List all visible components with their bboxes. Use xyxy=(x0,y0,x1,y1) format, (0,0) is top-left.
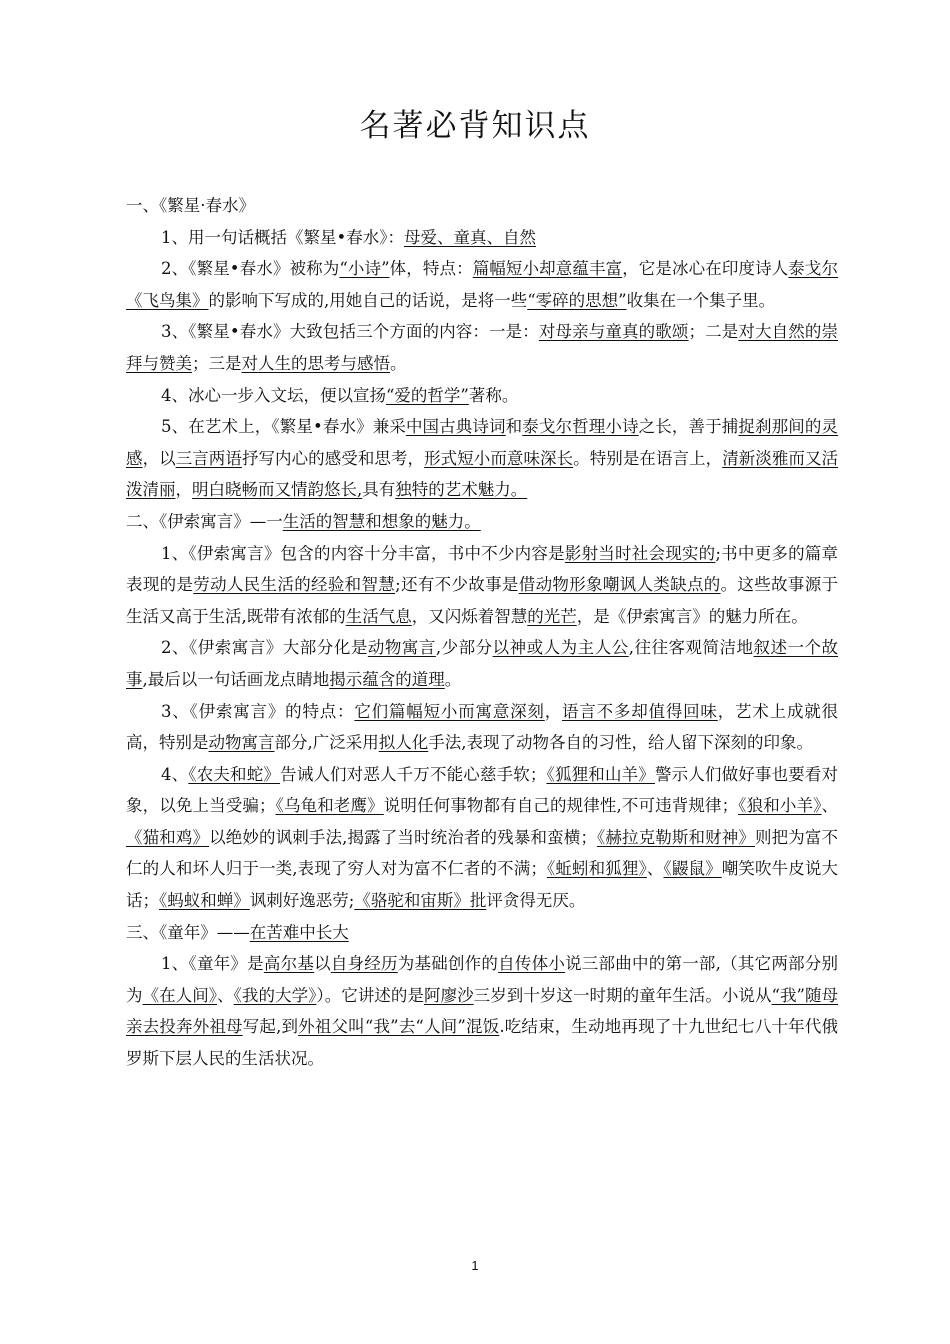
text-run: 一、《繁星·春水》 xyxy=(126,196,255,215)
underlined-answer: 篇幅短小却意蕴丰富 xyxy=(472,259,623,279)
underlined-answer: 对大自然的崇拜与赞美 xyxy=(126,322,839,373)
text-run: 著称。 xyxy=(468,385,519,405)
text-run: 收集在一个集子里。 xyxy=(626,290,776,310)
text-run: ；三是 xyxy=(192,353,242,373)
underlined-answer: 揭示蕴含的道理 xyxy=(329,669,445,689)
text-run: ）。它讲述的是 xyxy=(316,985,425,1005)
text-run: 说明任何事物都有自己的规律性,不可违背规律； xyxy=(383,796,739,816)
underlined-answer: 《蚂蚁和蝉》 xyxy=(159,891,250,911)
underlined-answer: 劳动人民生活的经验和智慧 xyxy=(193,575,396,595)
text-run: 手法,表现了动物各自的习性，给人留下深刻的印象。 xyxy=(428,733,813,753)
underlined-answer: 《狼和小羊》 xyxy=(738,796,822,816)
underlined-answer: 《蚯蚓和狐狸》 xyxy=(546,859,647,879)
body-paragraph xyxy=(126,253,838,316)
text-run: 。这些故事源于生活又高于生活,既带有浓郁的 xyxy=(126,575,839,626)
body-paragraph xyxy=(126,759,838,917)
text-run: 二、《伊索寓言》—一 xyxy=(126,511,283,531)
underlined-answer: 泰戈尔《飞鸟集》 xyxy=(126,259,839,310)
underlined-answer: 叙述一个故事 xyxy=(126,638,839,689)
text-run: 之长，善于捕 xyxy=(638,417,739,437)
underlined-answer: 借动物形象嘲讽人类缺点的 xyxy=(518,575,721,595)
text-run: 写起,到 xyxy=(242,1017,299,1037)
underlined-answer: 形式短小而意味深长 xyxy=(424,448,574,468)
text-run: 、 xyxy=(646,859,664,879)
text-run: 1、《童年》是 xyxy=(161,954,264,974)
text-run: ，又闪烁着智慧 xyxy=(411,606,528,626)
text-run: ,往往客观简洁地 xyxy=(628,638,754,658)
text-run: 、 xyxy=(217,985,234,1005)
text-run: 和 xyxy=(505,417,523,437)
underlined-answer: 语言不多却值得回味 xyxy=(562,701,718,721)
text-run: 1、《伊索寓言》包含的内容十分丰富，书中不少内容是 xyxy=(161,543,565,563)
text-run: 2、《繁星•春水》被称为 xyxy=(161,259,340,279)
text-run: 4、冰心一步入文坛，便以宣扬 xyxy=(161,385,386,405)
text-run: 。特别是在语言上， xyxy=(573,448,723,468)
text-run: 。 xyxy=(390,353,407,373)
underlined-answer: 对人生的思考与感悟 xyxy=(241,353,390,373)
page-title: 名著必背知识点 xyxy=(359,108,591,144)
section-heading xyxy=(126,190,838,222)
text-run: 则把为富不仁的人和坏人归于一类,表现了穷人对为富不仁者的不满； xyxy=(126,827,839,879)
page-number: 1 xyxy=(471,1258,479,1273)
text-run: 4、 xyxy=(161,764,189,784)
text-run: 嘲笑吹牛皮说大话； xyxy=(126,859,838,911)
text-run: 以 xyxy=(314,954,331,974)
underlined-answer: 影射当时社会现实的 xyxy=(564,543,716,563)
text-run: 抒写内心的感受和思考， xyxy=(241,448,425,468)
underlined-answer: 生活气息 xyxy=(345,606,412,626)
text-run: 具有 xyxy=(362,480,396,500)
text-run: 评贪得无厌。 xyxy=(486,891,586,911)
body-paragraph xyxy=(126,411,838,506)
text-run: 2、《伊索寓言》大部分化是 xyxy=(161,638,368,658)
text-run: ，以 xyxy=(142,448,176,468)
text-run: 的影响下写成的,用她自己的话说，是将一些 xyxy=(208,290,528,310)
underlined-answer: 捉刹那间的灵感 xyxy=(126,417,839,468)
underlined-answer: 《赫拉克勒斯和财神》 xyxy=(596,827,755,847)
underlined-answer: 泰戈尔哲理小诗 xyxy=(522,417,639,437)
underlined-answer: “小诗” xyxy=(339,259,390,279)
text-run: 三岁到十岁这一时期的童年生活。小说从 xyxy=(473,985,772,1005)
text-run: 1、用一句话概括《繁星•春水》： xyxy=(161,227,404,247)
text-run: 3、《繁星•春水》大致包括三个方面的内容：一是： xyxy=(161,322,539,342)
underlined-answer: 它们篇幅短小而寓意深刻 xyxy=(354,701,545,721)
text-run: 为基础创作的 xyxy=(397,954,499,974)
body-paragraph xyxy=(126,632,838,695)
underlined-answer: 《狐狸和山羊》 xyxy=(546,764,655,784)
underlined-answer: 自传体小 xyxy=(498,954,566,974)
text-run: 讽刺好逸恶劳; xyxy=(249,891,355,911)
text-run: 三、《童年》—— xyxy=(126,922,250,942)
text-run: 、 xyxy=(821,796,838,816)
underlined-answer: 高尔基 xyxy=(263,954,315,974)
body-paragraph xyxy=(126,222,838,254)
text-run: 以绝妙的讽刺手法,揭露了当时统治者的残暴和蛮横； xyxy=(209,827,597,847)
underlined-answer: 《鼹鼠》 xyxy=(663,859,722,879)
underlined-answer: 在苦难中长大 xyxy=(249,922,349,942)
underlined-answer: 中国古典诗词 xyxy=(405,417,506,437)
underlined-answer: 《农夫和蛇》 xyxy=(188,764,281,784)
text-run: ，它是冰心在印度诗人 xyxy=(622,259,789,279)
text-run: 。 xyxy=(444,669,462,689)
underlined-answer: 母爱、童真、自然 xyxy=(403,227,536,247)
underlined-answer: 以神或人为主人公 xyxy=(492,638,629,658)
text-run: 体，特点： xyxy=(389,259,473,279)
text-run: 告诫人们对恶人千万不能心慈手软； xyxy=(280,764,547,784)
underlined-answer: 生活的智慧和想象的魅力。 xyxy=(282,511,481,531)
underlined-answer: 外祖父叫“我”去“人间”混饭 xyxy=(298,1017,500,1037)
text-run: ；二是 xyxy=(688,322,739,342)
body-paragraph xyxy=(126,538,838,633)
underlined-answer: 自身经历 xyxy=(330,954,398,974)
body-paragraph xyxy=(126,948,838,1074)
underlined-answer: 阿廖沙 xyxy=(424,985,474,1005)
text-run: ,最后以一句话画龙点睛地 xyxy=(142,669,330,689)
underlined-answer: 拟人化 xyxy=(378,733,429,753)
underlined-answer: 《我的大学》 xyxy=(233,985,317,1005)
underlined-answer: 动物寓言 xyxy=(367,638,436,658)
body-paragraph xyxy=(126,380,838,412)
text-run: .吃结束，生动地再现了十九世纪七八十年代俄罗斯下层人民的生活状况。 xyxy=(126,1017,839,1069)
text-run: 说三部曲中的第一部,（其它两部分别为 xyxy=(126,954,839,1005)
text-run: ， xyxy=(544,701,563,721)
underlined-answer: 《骆驼和宙斯》批 xyxy=(354,891,487,911)
underlined-answer: 明白晓畅而又情韵悠长, xyxy=(192,480,363,500)
underlined-answer: 的光芒 xyxy=(527,606,577,626)
text-run: ， xyxy=(175,480,192,500)
text-run: 警示人们做好事也要看对象，以免上当受骗； xyxy=(126,764,839,816)
document-body xyxy=(126,190,838,1075)
underlined-answer: 清新淡雅而又活泼清丽 xyxy=(126,448,839,500)
section-heading xyxy=(126,917,838,949)
underlined-answer: 《猫和鸡》 xyxy=(126,827,210,847)
body-paragraph xyxy=(126,696,838,759)
underlined-answer: 对母亲与童真的歌颂 xyxy=(538,322,689,342)
underlined-answer: “我”随母亲去投奔外祖母 xyxy=(126,985,839,1037)
underlined-answer: 独特的艺术魅力。 xyxy=(395,480,528,500)
body-paragraph xyxy=(126,316,838,379)
text-run: ，艺术上成就很高，特别是 xyxy=(126,701,839,753)
text-run: ,少部分 xyxy=(435,638,493,658)
underlined-answer: “爱的哲学” xyxy=(386,385,469,405)
text-run: ;书中更多的篇章表现的是 xyxy=(126,543,839,595)
text-run: ，是《伊索寓言》的魅力所在。 xyxy=(576,606,808,626)
text-run: 3、《伊索寓言》的特点： xyxy=(161,701,355,721)
underlined-answer: 三言两语 xyxy=(175,448,242,468)
text-run: ;还有不少故事是 xyxy=(395,575,519,595)
underlined-answer: 《在人间》 xyxy=(142,985,218,1005)
text-run: 5、在艺术上，《繁星•春水》兼采 xyxy=(161,417,406,437)
underlined-answer: “零碎的思想” xyxy=(527,290,627,310)
underlined-answer: 《乌龟和老鹰》 xyxy=(275,796,384,816)
section-heading xyxy=(126,506,838,538)
text-run: 部分,广泛采用 xyxy=(274,733,379,753)
underlined-answer: 动物寓言 xyxy=(208,733,275,753)
